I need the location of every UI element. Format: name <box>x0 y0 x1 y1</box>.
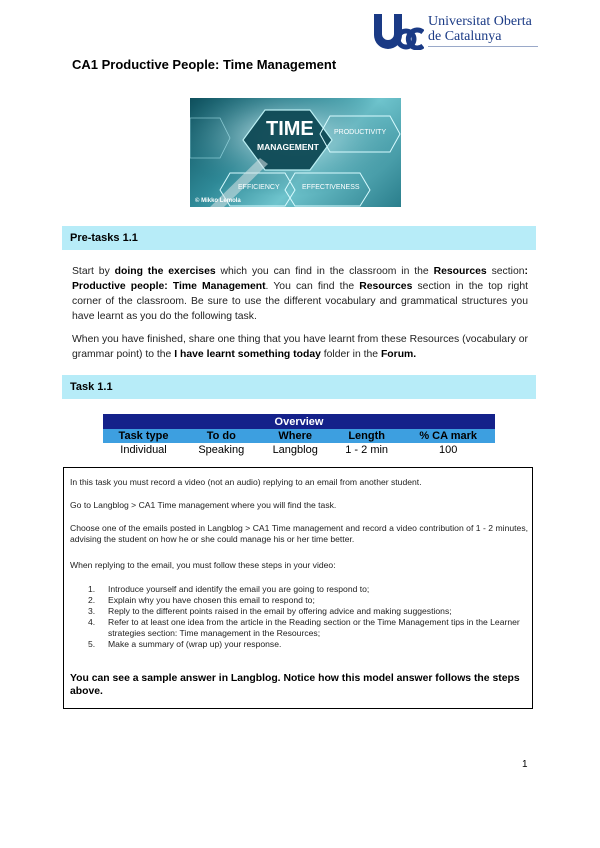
uoc-logo-line1: Universitat Oberta <box>428 14 532 29</box>
uoc-logo-text <box>428 14 532 44</box>
overview-table <box>103 414 495 457</box>
pretasks-paragraph-1: Start by doing the exercises which you can find in the classroom in the Resources section: Productive people: Time Management. You can find the Resources section in the top right corner of the classroom. Be sure to use the different vocabulary and grammatical structures you have learnt as you do the following task. <box>72 266 528 322</box>
overview-header-cell: Length <box>332 429 401 443</box>
task-box-p2: Go to Langblog > CA1 Time management where you will find the task. <box>70 500 337 510</box>
uoc-logo-line2: de Catalunya <box>428 29 502 44</box>
hero-word-management: MANAGEMENT <box>257 142 319 152</box>
overview-header-cell: Where <box>258 429 331 443</box>
pretasks-section-bar <box>62 226 536 250</box>
list-item: 1. Introduce yourself and identify the email you are going to respond to; <box>88 584 370 594</box>
hero-word-effectiveness: EFFECTIVENESS <box>302 184 360 191</box>
list-item: 4. Refer to at least one idea from the article in the Reading section or the Time Management tips in the Learner strategies section: Time management in the Resources; <box>88 617 520 638</box>
overview-cell: Speaking <box>198 444 245 456</box>
overview-cell: Individual <box>120 444 167 456</box>
uoc-logo-mark <box>372 12 424 50</box>
overview-cell: Langblog <box>272 444 318 456</box>
page-number: 1 <box>522 759 528 770</box>
overview-title: Overview <box>103 414 495 429</box>
overview-cell: 100 <box>439 444 458 456</box>
task-section-bar <box>62 375 536 399</box>
task-box-final-note: You can see a sample answer in Langblog. Notice how this model answer follows the steps above. <box>70 673 520 697</box>
list-item: 5. Make a summary of (wrap up) your response. <box>88 639 282 649</box>
overview-header-cell: % CA mark <box>401 429 495 443</box>
hero-word-efficiency: EFFICIENCY <box>238 184 280 191</box>
overview-header-cell: Task type <box>103 429 184 443</box>
hero-graphic <box>190 98 401 207</box>
hero-word-time: TIME <box>266 118 314 140</box>
overview-cell: 1 - 2 min <box>345 444 389 456</box>
pretasks-heading: Pre-tasks 1.1 <box>70 232 138 244</box>
hero-word-productivity: PRODUCTIVITY <box>334 129 387 136</box>
task-box-p4: When replying to the email, you must follow these steps in your video: <box>70 560 336 570</box>
task-box-p3: Choose one of the emails posted in Langblog > CA1 Time management and record a video contribution of 1 - 2 minutes, advising the student on how he or she could manage his or her time better. <box>70 523 528 544</box>
page-title: CA1 Productive People: Time Management <box>72 57 337 72</box>
task-instructions-box <box>63 467 533 709</box>
task-steps-list <box>88 584 528 650</box>
list-item: 2. Explain why you have chosen this email to respond to; <box>88 595 315 605</box>
task-box-p1: In this task you must record a video (not an audio) replying to an email from another student. <box>70 477 422 487</box>
pretasks-paragraph-2: When you have finished, share one thing that you have learnt from these Resources (vocabulary or grammar point) to the I have learnt something today folder in the Forum. <box>72 334 528 360</box>
image-credit: © Mikko Lemola <box>195 198 241 204</box>
list-item: 3. Reply to the different points raised in the email by offering advice and making suggestions; <box>88 606 452 616</box>
logo-underline <box>428 46 538 47</box>
overview-header-row <box>103 429 495 443</box>
task-heading: Task 1.1 <box>70 381 113 393</box>
overview-data-row <box>103 443 495 457</box>
time-management-image <box>190 98 401 207</box>
uoc-logo <box>372 12 542 52</box>
overview-header-cell: To do <box>184 429 258 443</box>
